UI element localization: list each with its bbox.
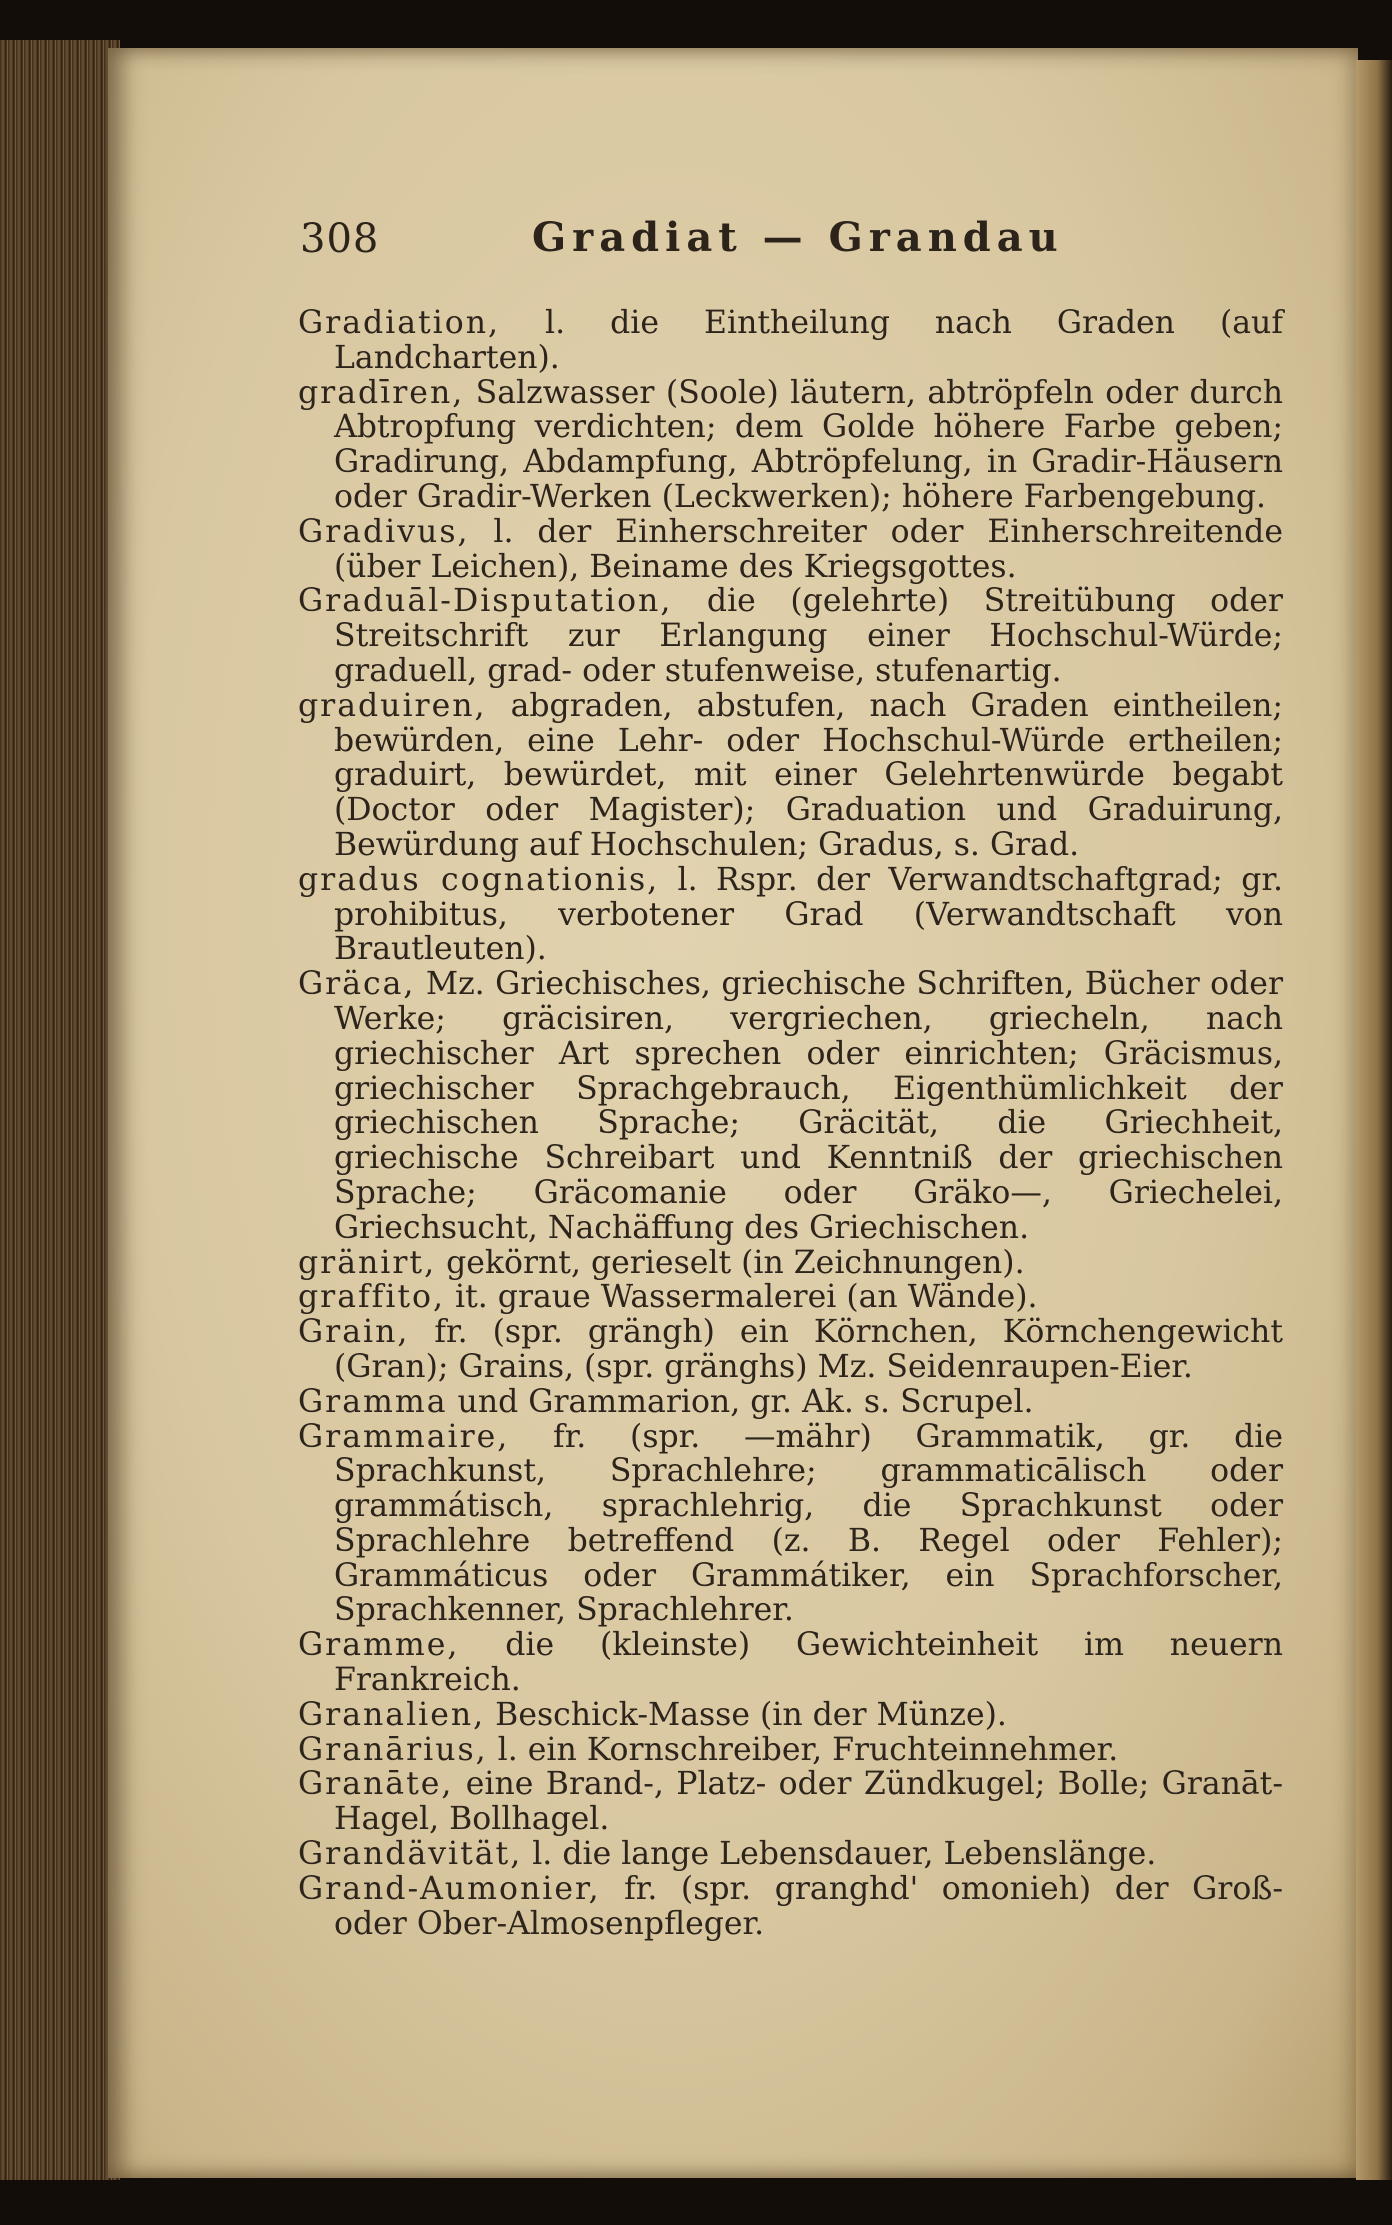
dictionary-entry [298,1385,1283,1420]
entry-text: die (gelehrte) Streitübung oder Streitschrift zur Erlangung einer Hochschul-Würde; graduell, grad- oder stufenweise, stufenartig. [334,583,1283,689]
entry-term: Gramme, [298,1627,460,1664]
entry-term: graffito, [298,1279,446,1316]
dictionary-entry [298,376,1283,515]
dictionary-entry [298,1698,1283,1733]
entry-text: gekörnt, gerieselt (in Zeichnungen). [436,1244,1025,1281]
entry-term: Grain, [298,1314,410,1351]
dictionary-entry [298,1315,1283,1385]
page-number: 308 [300,216,380,262]
entry-text: abgraden, abstufen, nach Graden eintheilen; bewürden, eine Lehr- oder Hochschul-Würde ertheilen; graduirt, bewürdet, mit einer Gelehrtenwürde begabt (Doctor oder Magister); Graduation und Graduirung, Bewürdung auf Hochschulen; Gradus, s. Grad. [334,687,1283,863]
entry-term: gradus cognationis, [298,861,660,898]
entry-text: fr. (spr. granghd' omonieh) der Groß- oder Ober-Almosenpfleger. [334,1870,1283,1942]
entry-term: gradīren, [298,374,465,411]
dictionary-entries [298,306,1283,1941]
dictionary-entry [298,1628,1283,1698]
entry-term: Granalien, [298,1696,486,1733]
book-page-edges [0,40,120,2180]
dictionary-entry [298,689,1283,863]
entry-term: Gradivus, [298,513,470,550]
entry-term: Grand-Aumonier, [298,1870,601,1907]
entry-text: die (kleinste) Gewichteinheit im neuern Frankreich. [334,1627,1283,1699]
dictionary-entry [298,1246,1283,1281]
entry-term: Gramma [298,1383,448,1420]
dictionary-entry [298,1767,1283,1837]
entry-text: Beschick-Masse (in der Münze). [485,1696,1007,1733]
entry-text: fr. (spr. —mähr) Grammatik, gr. die Sprachkunst, Sprachlehre; grammaticālisch oder grammátisch, sprachlehrig, die Sprachkunst oder Sprachlehre betreffend (z. B. Regel oder Fehler); Grammáticus oder Grammátiker, ein Sprachforscher, Sprachkenner, Sprachlehrer. [334,1418,1283,1629]
entry-text: Mz. Griechisches, griechische Schriften, Bücher oder Werke; gräcisiren, vergriechen, griecheln, nach griechischer Art sprechen oder einrichten; Gräcismus, griechischer Sprachgebrauch, Eigenthümlichkeit der griechischen Sprache; Gräcität, die Griechheit, griechische Schreibart und Kenntniß der griechischen Sprache; Gräcomanie oder Gräko—, Griechelei, Griechsucht, Nachäffung des Griechischen. [334,966,1283,1246]
dictionary-entry [298,1837,1283,1872]
dictionary-entry [298,967,1283,1245]
entry-text: l. die Eintheilung nach Graden (auf Landcharten). [334,305,1283,376]
dictionary-entry [298,515,1283,585]
entry-text: fr. (spr. grängh) ein Körnchen, Körnchengewicht (Gran); Grains, (spr. gränghs) Mz. Seidenraupen-Eier. [334,1314,1283,1385]
entry-text: l. die lange Lebensdauer, Lebenslänge. [522,1836,1157,1873]
entry-term: Grammaire, [298,1418,510,1455]
dictionary-entry [298,1280,1283,1315]
dictionary-entry [298,1733,1283,1768]
book-right-edge [1356,60,1392,2180]
dictionary-entry [298,863,1283,967]
dictionary-entry [298,1420,1283,1629]
dictionary-entry [298,306,1283,376]
entry-text: l. Rspr. der Verwandtschaftgrad; gr. prohibitus, verbotener Grad (Verwandtschaft von Brautleuten). [334,861,1283,968]
entry-term: gränirt, [298,1244,437,1281]
entry-text: it. graue Wassermalerei (an Wände). [445,1279,1038,1316]
dictionary-entry [298,584,1283,688]
entry-term: graduiren, [298,687,487,724]
entry-text: Salzwasser (Soole) läutern, abtröpfeln oder durch Abtropfung verdichten; dem Golde höhere Farbe geben; Gradirung, Abdampfung, Abtröpfelung, in Gradir-Häusern oder Gradir-Werken (Leckwerken); höhere Farbengebung. [334,374,1283,515]
page-header [300,210,1080,270]
entry-term: Gräca, [298,966,416,1003]
entry-term: Granāte, [298,1766,454,1803]
entry-text: l. ein Kornschreiber, Fruchteinnehmer. [487,1731,1119,1768]
entry-term: Granārius, [298,1731,488,1768]
entry-text: l. der Einherschreiter oder Einherschreitende (über Leichen), Beiname des Kriegsgottes. [334,513,1283,585]
entry-text: eine Brand-, Platz- oder Zündkugel; Bolle; Granāt-Hagel, Bollhagel. [334,1766,1283,1838]
dictionary-entry [298,1872,1283,1942]
entry-term: Gradiation, [298,305,501,341]
running-head: Gradiat — Grandau [532,214,1064,261]
entry-text: und Grammarion, gr. Ak. s. Scrupel. [447,1383,1034,1420]
entry-term: Grandävität, [298,1836,523,1873]
entry-term: Graduāl-Disputation, [298,583,673,620]
